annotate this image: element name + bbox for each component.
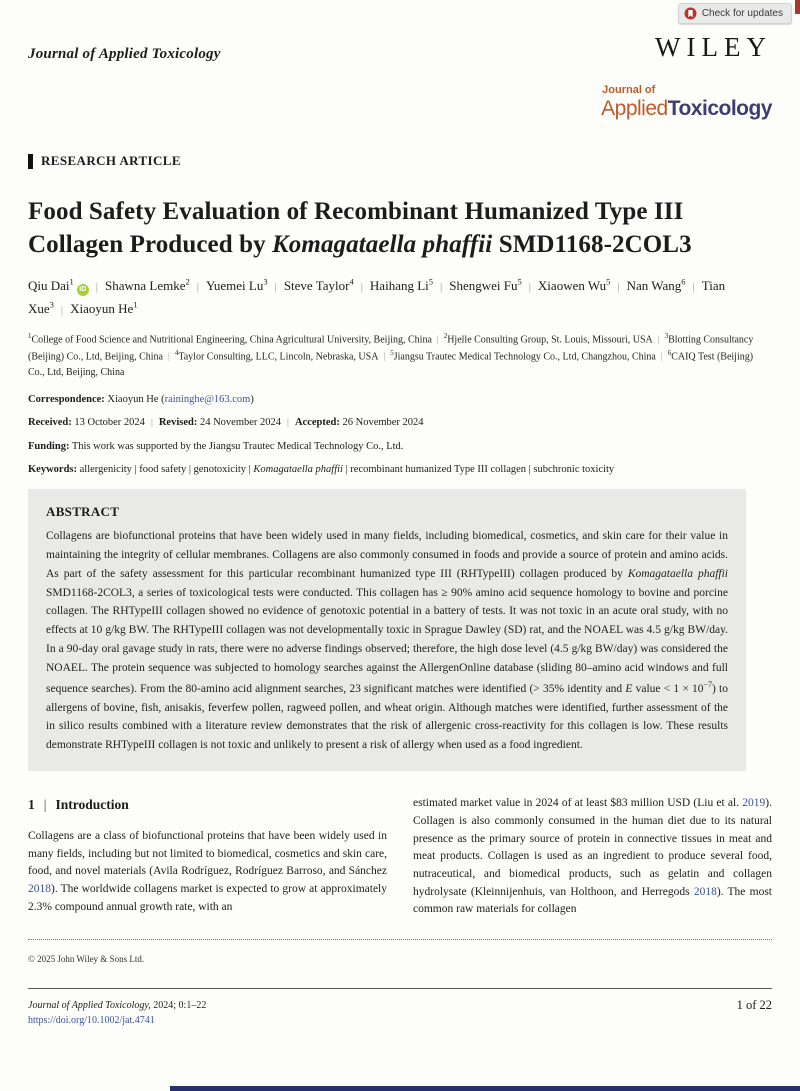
correspondence-line: Correspondence: Xiaoyun He (raininghe@163.com)	[28, 394, 254, 406]
divider: |	[360, 281, 363, 294]
funding-line: Funding: This work was supported by the Jiangsu Trautec Medical Technology Co., Ltd.	[28, 440, 404, 452]
intro-paragraph-left: Collagens are a class of biofunctional proteins that have been widely used in many fields, including but not limited to biomedical, cosmetics and skin care, food, and novel materials (Avila Rodríguez, Rodríguez Barroso, and Sánchez 2018). The worldwide collagens market is expected to grow at approximately 2.3% compound annual growth rate, with an	[28, 829, 387, 913]
article-type-label: RESEARCH ARTICLE	[41, 153, 181, 168]
journal-header	[28, 32, 772, 119]
divider: |	[692, 281, 695, 294]
divider: |	[60, 304, 64, 317]
check-for-updates-label: Check for updates	[701, 8, 783, 19]
orcid-icon[interactable]: iD	[77, 284, 89, 296]
article-type-banner	[28, 153, 772, 169]
article-metadata	[28, 393, 772, 477]
affiliation: Blotting Consultancy (Beijing) Co., Ltd, Beijing, China	[28, 334, 754, 363]
citation-link[interactable]: 2018	[693, 885, 717, 898]
keywords-line: Keywords: allergenicity | food safety | genotoxicity | Komagataella phaffii | recombinant humanized Type III collagen | subchronic toxicity	[28, 463, 615, 475]
author: Shawna Lemke$^2$	[104, 277, 190, 294]
author-list	[28, 275, 748, 321]
right-column	[413, 795, 772, 919]
divider: |	[440, 281, 443, 294]
divider: |	[383, 351, 386, 362]
dotted-separator	[28, 939, 772, 940]
abstract-heading: ABSTRACT	[46, 504, 120, 519]
article-type-bar	[28, 154, 33, 169]
divider: |	[617, 281, 620, 294]
author: Shengwei Fu$^5$	[449, 277, 522, 294]
check-for-updates-icon	[684, 7, 697, 20]
correspondence-email-link[interactable]: raininghe@163.com	[164, 394, 251, 406]
copyright-line: © 2025 John Wiley & Sons Ltd.	[28, 954, 145, 965]
logo-toxicology: Toxicology	[667, 97, 772, 120]
affiliation: CAIQ Test (Beijing) Co., Ltd, Beijing, China	[28, 351, 754, 378]
page-number: 1 of 22	[736, 998, 772, 1013]
dates-line: Received: 13 October 2024 | Revised: 24 November 2024 | Accepted: 26 November 2024	[28, 417, 424, 429]
author: Tian Xue$^3$	[28, 278, 726, 317]
divider: |	[657, 334, 660, 345]
page-edge-red-strip	[795, 0, 800, 14]
page-footer	[28, 998, 772, 1028]
logo-applied: Applied	[601, 97, 668, 120]
title-species-italic: Komagataella phaffii	[272, 231, 493, 258]
body-columns	[28, 795, 772, 919]
divider: |	[43, 797, 47, 813]
applied-toxicology-logo	[601, 85, 772, 119]
abstract-text: Collagens are biofunctional proteins that have been widely used in many fields, including biomedical, cosmetics, and skin care for their value in maintaining the integrity of cellular membranes. Collagens are also commonly consumed in foods and provide a source of protein and amino acids. As part of the safety assessment for this particular recombinant humanized type III (RHTypeIII) collagen produced by Komagataella phaffii SMD1168-2COL3, a series of toxicological tests were conducted. This collagen has ≥ 90% amino acid sequence homology to bovine and porcine collagen. The RHTypeIII collagen showed no evidence of genotoxic potential in a battery of tests. It was not toxic in an acute oral study, with no effects at 10 g/kg BW. The RHTypeIII collagen was not developmentally toxic in Sprague Dawley (SD) rat, and the NOAEL was 4.5 g/kg BW/day. In a 90-day oral gavage study in rats, there were no adverse findings observed; therefore, the high dose level (4.5 g/kg BW/day) was considered the NOAEL. The protein sequence was subjected to homology searches against the AllergenOnline database (sliding 80–amino acid windows and full sequence searches). From the 80-amino acid alignment searches, 23 significant matches were identified (> 35% identity and E value < $1 \times 10^{-7}$) to allergens of bovine, fish, anisakis, feverfew pollen, ragweed pollen, and wheat origin. Although matches were identified, further assessment of the in silico results combined with a literature review demonstrates that the risk of allergenic cross-reactivity for this collagen is low. These results demonstrate RHTypeIII collagen is not toxic and unlikely to present a risk of allergy when used as a food ingredient.	[46, 530, 729, 752]
author: Haihang Li$^5$	[369, 277, 434, 294]
author: Yuemei Lu$^3$	[205, 277, 268, 294]
author: Steve Taylor$^4$	[283, 277, 354, 294]
divider: |	[660, 351, 663, 362]
doi-link[interactable]: https://doi.org/10.1002/jat.4741	[28, 1015, 155, 1027]
check-for-updates-button[interactable]	[678, 3, 792, 24]
divider: |	[168, 351, 170, 362]
author: Qiu Dai$^1$	[28, 277, 74, 294]
divider: |	[287, 418, 289, 429]
divider: |	[436, 334, 439, 345]
affiliation-list: $^1$College of Food Science and Nutritional Engineering, China Agricultural University, Beijing, China | $^2$Hjelle Consulting Group, St. Louis, Missouri, USA | $^3$Blotting Consultancy (Beijing) Co., Ltd, Beijing, China | $^4$Taylor Consulting, LLC, Lincoln, Nebraska, USA | $^5$Jiangsu Trautec Medical Technology Co., Ltd, Changzhou, China | $^6$CAIQ Test (Beijing) Co., Ltd, Beijing, China	[28, 332, 754, 378]
citation-link[interactable]: 2019	[742, 797, 766, 810]
divider: |	[528, 281, 531, 294]
affiliation: Taylor Consulting, LLC, Lincoln, Nebraska, USA	[178, 351, 379, 363]
logo-journal-of: Journal of	[602, 84, 656, 96]
divider: |	[95, 281, 98, 294]
citation-link[interactable]: 2018	[28, 883, 51, 896]
affiliation: College of Food Science and Nutritional Engineering, China Agricultural University, Beijing, China	[31, 334, 432, 346]
bottom-page-edge-bar	[170, 1086, 800, 1091]
article-title: Food Safety Evaluation of Recombinant Humanized Type III Collagen Produced by Komagataella phaffii SMD1168-2COL3	[28, 198, 692, 258]
journal-name: Journal of Applied Toxicology	[28, 46, 221, 62]
divider: |	[150, 418, 153, 429]
divider: |	[274, 281, 277, 294]
keyword-species-italic: Komagataella phaffii	[253, 463, 343, 475]
wiley-logo: WILEY	[655, 32, 772, 62]
author: Xiaoyun He$^1$	[70, 300, 138, 317]
divider: |	[196, 281, 199, 294]
abstract-box	[28, 489, 746, 771]
affiliation: Hjelle Consulting Group, St. Louis, Missouri, USA	[447, 334, 653, 346]
introduction-heading: 1 | Introduction	[28, 797, 129, 813]
footer-rule	[28, 988, 772, 989]
author: Nan Wang$^6$	[626, 277, 686, 294]
affiliation: Jiangsu Trautec Medical Technology Co., Ltd, Changzhou, China	[393, 351, 656, 363]
left-column	[28, 795, 387, 919]
intro-paragraph-right: estimated market value in 2024 of at least $83 million USD (Liu et al. 2019). Collagen is also commonly consumed in the human diet due to its natural presence as the primary source of protein in connective tissues in meat and meat products. Collagen is used as an ingredient to produce several food, nutraceutical, and biomedical products, such as gelatin and collagen hydrolysate (Kleinnijenhuis, van Holthoon, and Herregods 2018). The most common raw materials for collagen	[413, 797, 772, 916]
author: Xiaowen Wu$^5$	[537, 277, 611, 294]
journal-citation: Journal of Applied Toxicology, 2024; 0:1–22 https://doi.org/10.1002/jat.4741	[28, 1000, 207, 1027]
